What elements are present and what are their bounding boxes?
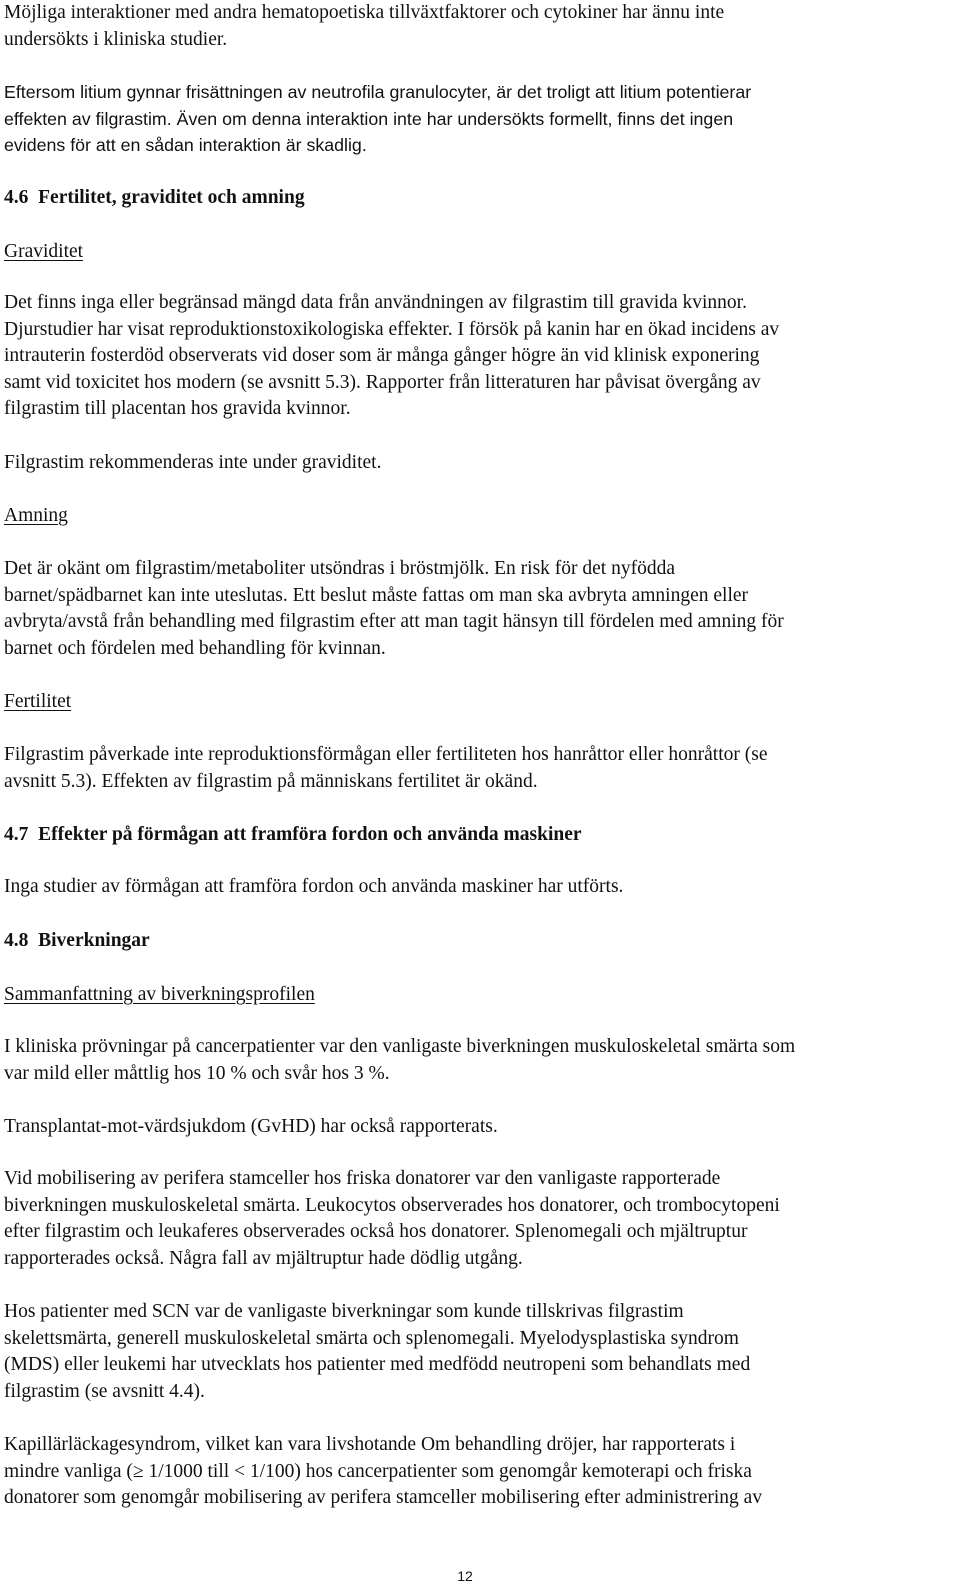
graviditet-paragraph-2: Filgrastim rekommenderas inte under graviditet.	[4, 452, 382, 473]
biverkningar-paragraph-1: I kliniska prövningar på cancerpatienter var den vanligaste biverkningen muskuloskeletal smärta som var mild eller måttlig hos 10 % och svår hos 3 %.	[4, 1036, 796, 1084]
graviditet-paragraph-1: Det finns inga eller begränsad mängd data från användningen av filgrastim till gravida kvinnor. Djurstudier har visat reproduktionstoxikologiska effekter. I försök på kanin har en ökad incidens av intrauterin fosterdöd observerats vid doser som är många gånger högre än vid klinisk exponering samt vid toxicitet hos modern (se avsnitt 5.3). Rapporter från litteraturen har påvisat övergång av filgrastim till placentan hos gravida kvinnor.	[4, 292, 780, 420]
biverkningar-paragraph-3: Vid mobilisering av perifera stamceller hos friska donatorer var den vanligaste rapporterade biverkningen muskuloskeletal smärta. Leukocytos observerades hos donatorer, och trombocytopeni efter filgrastim och leukaferes observerades också hos donatorer. Splenomegali och mjältruptur rapporterades också. Några fall av mjältruptur hade dödlig utgång.	[4, 1168, 780, 1269]
biverkningar-paragraph-2: Transplantat-mot-värdsjukdom (GvHD) har också rapporterats.	[4, 1116, 498, 1137]
page-number: 12	[457, 1568, 473, 1584]
intro-paragraph-2: Eftersom litium gynnar frisättningen av neutrofila granulocyter, är det troligt att litium potentierar effekten av filgrastim. Även om denna interaktion inte har undersökts formellt, finns det ingen evidens för att en sådan interaktion är skadlig.	[4, 82, 752, 156]
biverkningar-paragraph-4: Hos patienter med SCN var de vanligaste biverkningar som kunde tillskrivas filgrastim skelettsmärta, generell muskuloskeletal smärta och splenomegali. Myelodysplastiska syndrom (MDS) eller leukemi har utvecklats hos patienter med medfödd neutropeni som behandlats med filgrastim (se avsnitt 4.4).	[4, 1301, 751, 1402]
section-4-6-heading: 4.6 Fertilitet, graviditet och amning	[4, 187, 305, 208]
section-4-8-heading: 4.8 Biverkningar	[4, 930, 150, 951]
intro-paragraph-1: Möjliga interaktioner med andra hematopoetiska tillväxtfaktorer och cytokiner har ännu inte undersökts i kliniska studier.	[4, 2, 725, 50]
fertilitet-subheading: Fertilitet	[4, 691, 72, 712]
fertilitet-paragraph-1: Filgrastim påverkade inte reproduktionsförmågan eller fertiliteten hos hanråttor eller honråttor (se avsnitt 5.3). Effekten av filgrastim på människans fertilitet är okänd.	[4, 744, 768, 792]
section-4-7-heading: 4.7 Effekter på förmågan att framföra fordon och använda maskiner	[4, 824, 582, 845]
biverkningar-paragraph-5: Kapillärläckagesyndrom, vilket kan vara livshotande Om behandling dröjer, har rapporterats i mindre vanliga (≥ 1/1000 till < 1/100) hos cancerpatienter som genomgår kemoterapi och friska donatorer som genomgår mobilisering av perifera stamceller mobilisering efter administrering av	[4, 1434, 763, 1509]
section-4-7-paragraph: Inga studier av förmågan att framföra fordon och använda maskiner har utförts.	[4, 876, 624, 897]
amning-subheading: Amning	[4, 505, 68, 526]
graviditet-subheading: Graviditet	[4, 241, 84, 262]
amning-paragraph-1: Det är okänt om filgrastim/metaboliter utsöndras i bröstmjölk. En risk för det nyfödda barnet/spädbarnet kan inte uteslutas. Ett beslut måste fattas om man ska avbryta amningen eller avbryta/avstå från behandling med filgrastim efter att man tagit hänsyn till fördelen med amning för barnet och fördelen med behandling för kvinnan.	[4, 558, 784, 659]
biverkningsprofil-subheading: Sammanfattning av biverkningsprofilen	[4, 984, 315, 1005]
